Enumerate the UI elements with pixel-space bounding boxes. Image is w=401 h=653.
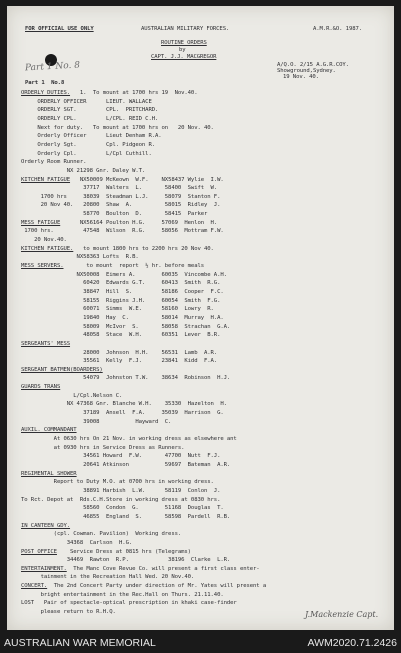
- header-left: FOR OFFICIAL USE ONLY: [25, 26, 94, 32]
- title-captain: CAPT. J.J. MACGREGOR: [151, 54, 217, 60]
- order-line: 48058 Stace W.H. 60351 Lever B.R.: [21, 332, 221, 339]
- order-line: 54079 Johnston T.W. 38634 Robinson H.J.: [21, 375, 231, 382]
- order-line: L/Cpl.Nelson C.: [21, 392, 123, 399]
- order-line: 34469 Rawton R.P. 38196 Clarke L.R.: [21, 557, 231, 564]
- order-line: KITCHEN FATIGUE. to mount 1800 hrs to 2200 hrs 20 Nov 40.: [21, 245, 214, 252]
- order-line: 60420 Edwards G.T. 60413 Smith R.G.: [21, 280, 221, 287]
- order-line: ORDERLY SGT. CPL. PRITCHARD.: [21, 107, 159, 114]
- section-heading: ENTERTAINMENT.: [21, 565, 67, 572]
- order-line: 58009 McIvor S. 58058 Strachan G.A.: [21, 323, 231, 330]
- order-line: Orderly Sgt. Cpl. Pidgeon R.: [21, 141, 155, 148]
- order-line: Next for duty. To mount at 1700 hrs on 20 Nov. 40.: [21, 124, 214, 131]
- order-line: Orderly Room Runner.: [21, 159, 87, 166]
- section-heading: POST OFFICE: [21, 548, 57, 555]
- order-line: [21, 471, 77, 477]
- section-heading: MESS SERVERS.: [21, 263, 64, 269]
- order-line: tainment in the Recreation Hall Wed. 20 Nov.40.: [21, 574, 195, 581]
- header-right: A.M.R.&O. 1987.: [313, 26, 363, 32]
- order-line: MESS SERVERS. to mount report ½ hr. before meals: [21, 263, 204, 269]
- footer-institution: AUSTRALIAN WAR MEMORIAL: [4, 637, 156, 649]
- order-line: ORDERLY DUTIES. 1. To mount at 1700 hrs 19 Nov.40.: [21, 90, 198, 96]
- order-line: [21, 427, 77, 433]
- section-heading: AUXIL. COMMANDANT: [21, 427, 77, 434]
- document-sheet: [7, 6, 394, 630]
- order-line: 37189 Ansell F.A. 35039 Harrison G.: [21, 410, 224, 417]
- pencil-annotation: Part 1 No. 8: [24, 60, 81, 74]
- order-line: 20 Nov 40. 20800 Shaw A. 58015 Ridley J.: [21, 202, 221, 209]
- order-line: 35561 Kelly F.J. 23841 Kidd F.A.: [21, 358, 218, 365]
- order-line: 28000 Johnson H.H. 56531 Lamb A.R.: [21, 349, 218, 356]
- order-line: NX 21298 Gnr. Daley W.T.: [21, 167, 146, 174]
- section-heading: CONCERT.: [21, 583, 48, 589]
- order-line: bright entertainment in the Rec.Hall on Thurs. 21.11.40.: [21, 591, 224, 598]
- part-line: Part 1 No.8: [25, 80, 65, 86]
- order-line: 60071 Simms W.E. 58160 Lowry R.: [21, 306, 214, 313]
- order-line: LOST Pair of spectacle-optical prescription in khaki case-finder: [21, 600, 237, 607]
- order-line: MESS FATIGUE NX56164 Poulton H.G. 57069 Henlon H.: [21, 219, 218, 226]
- section-heading: GUARDS TRANS: [21, 384, 61, 391]
- order-line: 34561 Howard F.W. 47700 Nutt F.J.: [21, 453, 221, 460]
- section-heading: KITCHEN FATIGUE: [21, 176, 71, 183]
- section-heading: MESS FATIGUE: [21, 219, 61, 226]
- order-line: 39008 Hayward C.: [21, 418, 172, 425]
- section-heading: SERGEANT BATMEN(BOARDERS): [21, 366, 103, 373]
- order-line: 38847 Hill S. 58186 Cooper F.C.: [21, 289, 224, 295]
- order-line: [21, 367, 103, 373]
- order-line: Orderly Officer Lieut Denham R.A.: [21, 133, 162, 140]
- order-line: 58770 Boulton D. 58415 Parker: [21, 211, 208, 218]
- order-line: at 0930 hrs in Service Dress as Runners.: [21, 444, 185, 451]
- order-line: 34368 Carlson H.G.: [21, 539, 133, 546]
- order-line: [21, 341, 70, 347]
- order-line: (cpl. Cowman. Pavilion) Working dress.: [21, 531, 182, 538]
- order-line: To Rct. Depot at Rds.C.H.Store in working dress at 0830 hrs.: [21, 496, 221, 503]
- section-heading: REGIMENTAL SHOWER: [21, 470, 77, 477]
- order-line: 20 Nov.40.: [21, 237, 67, 244]
- archive-footer: [0, 633, 401, 653]
- order-line: CONCERT. The 2nd Concert Party under direction of Mr. Yates will present a: [21, 583, 267, 589]
- order-line: ORDERLY CPL. L/CPL. REID C.H.: [21, 116, 159, 122]
- order-line: [21, 523, 70, 529]
- order-line: Report to Duty M.O. at 0700 hrs in working dress.: [21, 479, 214, 486]
- title-by: by: [179, 47, 186, 53]
- title-routine-orders: ROUTINE ORDERS: [161, 40, 207, 46]
- section-heading: KITCHEN FATIGUE.: [21, 245, 74, 252]
- order-line: 58560 Condon G. 51168 Douglas T.: [21, 505, 224, 512]
- section-heading: ORDERLY DUTIES.: [21, 90, 71, 96]
- order-line: KITCHEN FATIGUE NX50009 McKeown W.F. NX58437 Wylie I.W.: [21, 176, 224, 183]
- order-line: [21, 384, 60, 390]
- signature: J.Mackenzie Capt.: [305, 610, 379, 619]
- footer-accession-number: AWM2020.71.2426: [307, 637, 397, 649]
- order-line: 37717 Walters L. 58400 Swift W.: [21, 185, 218, 192]
- location-line: Showground,Sydney.: [277, 68, 336, 74]
- order-line: 1700 hrs. 47548 Wilson R.G. 58056 Mottram F.W.: [21, 228, 224, 235]
- order-line: Orderly Cpl. L/Cpl Cuthill.: [21, 150, 152, 157]
- section-heading: IN CANTEEN GDY.: [21, 522, 71, 529]
- order-line: NX58363 Lofts R.B.: [21, 254, 139, 261]
- order-line: POST OFFICE Service Dress at 0815 hrs (Telegrams): [21, 548, 191, 555]
- order-line: ORDERLY OFFICER LIEUT. WALLACE: [21, 98, 152, 105]
- order-line: please return to R.H.Q.: [21, 609, 116, 615]
- order-line: ENTERTAINMENT. The Manc Cove Revue Co. will present a first class enter-: [21, 565, 260, 572]
- unit-line: A/Q.O. 2/15 A.G.R.COY.: [277, 62, 349, 68]
- order-line: NX50008 Eimers A. 60035 Vincombe A.H.: [21, 271, 227, 278]
- order-line: 20641 Atkinson 59697 Bateman A.R.: [21, 461, 231, 468]
- header-center: AUSTRALIAN MILITARY FORCES.: [141, 26, 230, 32]
- section-heading: SERGEANTS' MESS: [21, 340, 71, 347]
- order-line: 58155 Riggins J.H. 60054 Smith F.G.: [21, 297, 221, 304]
- order-line: 19840 Hay C. 58014 Murray H.A.: [21, 314, 224, 321]
- order-line: 1700 hrs 38039 Steadman L.J. 58079 Stanton F.: [21, 193, 221, 200]
- order-line: At 0630 hrs On 21 Nov. in working dress as elsewhere ant: [21, 436, 237, 442]
- order-line: 46855 England S. 58598 Pardell R.B.: [21, 513, 231, 520]
- order-line: 38891 Harbish L.W. 58119 Conlon J.: [21, 487, 221, 494]
- order-line: NX 47368 Gnr. Blanche W.H. 35330 Hazelton H.: [21, 401, 227, 408]
- date-line: 19 Nov. 40.: [283, 74, 319, 80]
